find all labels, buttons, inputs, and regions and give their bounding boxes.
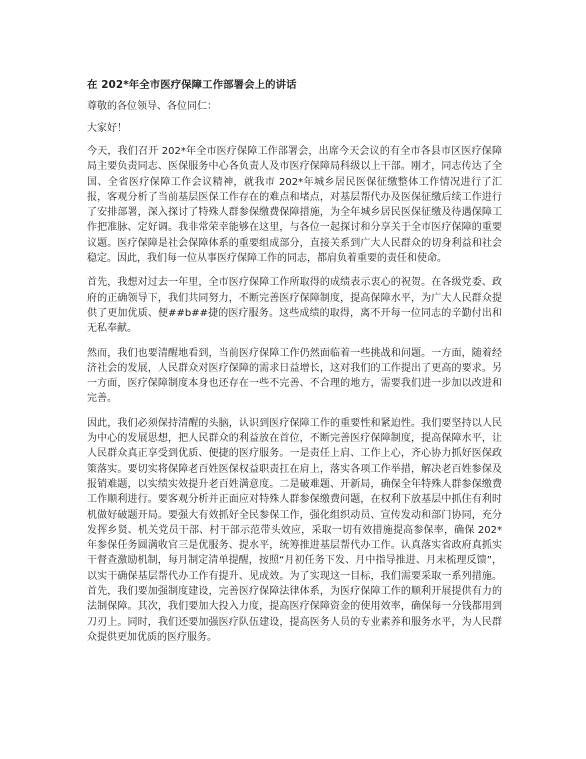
paragraph: 然而，我们也要清醒地看到，当前医疗保障工作仍然面临着一些挑战和问题。一方面，随着经济社会的发展，人民群众对医疗保障的需求日益增长，这对我们的工作提出了更高的要求。另一方面，医疗保障制度本身也还存在一些不完善、不合理的地方，需要我们进一步加以改进和完善。: [87, 347, 502, 405]
document-title: 在 202*年全市医疗保障工作部署会上的讲话: [87, 79, 297, 91]
paragraph: 今天，我们召开 202*年全市医疗保障工作部署会，出席今天会议的有全市各县市区医疗保障局主要负责同志、医保服务中心各负责人及市医疗保障局科级以上干部。刚才，同志传达了全国、全省医疗保障工作会议精神，就我市 202*年城乡居民医保征缴整体工作情况进行了汇报，客观分析了当前基层医保工作存在的难点和堵点，对基层帮代办及医保征缴后续工作进行了安排部署，深入探讨了特殊人群参保缴费保障措施，为全年城乡居民医保征缴及待遇保障工作把准脉、定好调。我非常荣幸能够在这里，与各位一起探讨和分享关于全市医疗保障的重要议题。医疗保障是社会保障体系的重要组成部分，直接关系到广大人民群众的切身利益和社会稳定。因此，我们每一位从事医疗保障工作的同志，都肩负着重要的责任和使命。: [87, 146, 502, 265]
greeting: 大家好！: [87, 123, 127, 134]
salutation: 尊敬的各位领导、各位同仁：: [87, 101, 217, 112]
paragraph: 首先，我想对过去一年里，全市医疗保障工作所取得的成绩表示衷心的祝贺。在各级党委、政府的正确领导下，我们共同努力，不断完善医疗保障制度，提高保障水平，为广大人民群众提供了更加优质、便##b##捷的医疗服务。这些成绩的取得，离不开每一位同志的辛勤付出和无私奉献。: [87, 277, 502, 335]
document-page: [87, 78, 502, 654]
paragraph: 因此，我们必须保持清醒的头脑，认识到医疗保障工作的重要性和紧迫性。我们要坚持以人民为中心的发展思想，把人民群众的利益放在首位，不断完善医疗保障制度，提高保障水平，让人民群众真正享受到优质、便捷的医疗服务。一是责任上肩、工作上心，齐心协力抓好医保政策落实。要切实将保障老百姓医保权益职责扛在肩上，落实各项工作举措，解决老百姓参保及报销难题，以实绩实效提升老百姓满意度。二是破难题、开新局，确保全年特殊人群参保缴费工作顺利进行。要客观分析并正面应对特殊人群参保缴费问题，在权利下放基层中抓住有利时机做好破题开局。要强大有效抓好全民参保工作，强化组织动员、宣传发动和部门协同，充分发挥乡贤、机关党员干部、村干部示范带头效应，采取一切有效措施提高参保率，确保 202*年参保任务圆满收官三是优服务、提水平，统筹推进基层帮代办工作。认真落实省政府真抓实干督查激励机制，每月制定清单提醒，按照“月初任务下发、月中指导推进、月末梳理反馈”，以实干确保基层帮代办工作有提升、见成效。为了实现这一目标，我们需要采取一系列措施。首先，我们要加强制度建设，完善医疗保障法律体系，为医疗保障工作的顺利开展提供有力的法制保障。其次，我们要加大投入力度，提高医疗保障资金的使用效率，确保每一分钱都用到刀刃上。同时，我们还要加强医疗队伍建设，提高医务人员的专业素养和服务水平，为人民群众提供更加优质的医疗服务。: [87, 417, 502, 643]
